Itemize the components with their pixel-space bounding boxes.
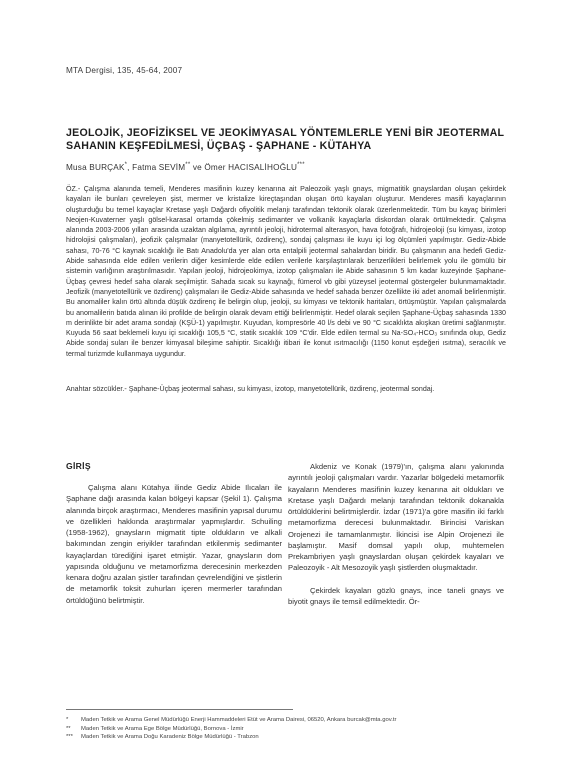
body-column-left [66,461,282,606]
footnote-text: Maden Tetkik ve Arama Ege Bölge Müdürlüğü, Bornova - İzmir [81,725,244,732]
body-paragraph: Akdeniz ve Konak (1979)'ın, çalışma alanı yakınında ayrıntılı jeoloji çalışmaları vardır. Yazarlar bölgedeki metamorfik kayaların Menderes masifinin kuzey kenarına ait oldukları ve Kretase yaşlı Dağardı melanjı tarafından tektonik dokanakla örtüldüklerini belirtmişlerdir. İzdar (1971)'a göre masifin iki farklı metamorfizma derecesi bulunmaktadır. Birincisi Variskan Orojenezi ile tamamlanmıştır. İkincisi ise Alpin Orojenezi ile başlamıştır. Masif domsal yapılı olup, muhtemelen Prekambriyen yaşlı gnayslardan oluşan çekirdek kayaları ve Paleozoyik - Alt Mesozoyik yaşlı şistlerden oluşmaktadır. [288,462,504,573]
body-column-right [288,461,504,607]
footnote-mark: * [66,717,69,723]
author-name: Ömer HACISALİHOĞLU [204,163,298,172]
footnote-divider [66,709,293,710]
author-separator: ve [190,163,205,172]
author-line [66,163,305,172]
footnote-text: Maden Tetkik ve Arama Genel Müdürlüğü Enerji Hammaddeleri Etüt ve Arama Dairesi, 06520, Ankara burcak@mta.gov.tr [81,717,397,723]
footnote [66,716,516,725]
author-name: Fatma SEVİM [132,163,186,172]
footnote-text: Maden Tetkik ve Arama Doğu Karadeniz Bölge Müdürlüğü - Trabzon [81,734,259,741]
footnote [66,725,516,734]
footnote [66,733,516,742]
keywords-text: Anahtar sözcükler.- Şaphane-Üçbaş jeotermal sahası, su kimyası, izotop, manyetotellürik, özdirenç, jeotermal sondaj. [66,385,435,393]
affiliation-mark: * [124,162,128,168]
footnotes [66,716,516,742]
abstract-text: ÖZ.- Çalışma alanında temeli, Menderes masifinin kuzey kenarına ait Paleozoik yaşlı gnays, migmatitik gnayslardan oluşan çekirdek kayaları ile bunları çevreleyen şist, mermer ve kristalize kireçtaşından oluşan örtü kayaları oluşturur. Menderes masifi kayaçlarının oluşturduğu bu temel kayaçlar Kretase yaşlı Dağardı ofiyolitik melanjı tarafından tektonik olarak üzerlenmektedir. Tüm bu kayaç birimleri Neojen-Kuvaterner yaşlı gölsel-karasal ortamda çökelmiş sedimanter ve volkanik kayaçlarla diskordan olarak örtülmektedir. Çalışma alanında 2003-2006 yılları arasında uzaktan algılama, ayrıntılı jeoloji, hidrotermal alterasyon, hava fotoğrafı, hidrojeoloji (su kimyası, izotop hidrolojisi çalışmaları), jeofizik çalışmalar (manyetotellürik, özdirenç), sondaj çalışması ile kuyu içi log ölçümleri yapılmıştır. Gediz-Abide sahası, 70-76 °C kaynak sıcaklığı ile Batı Anadolu'da yer alan orta entalpili jeotermal sahalardan biridir. Bu çalışmanın ana hedefi Gediz-Abide sahasında elde edilen verilerin diğer kesimlerde elde edilen verilerle karşılaştırılarak benzerlikleri belirlemek yolu ile gömülü bir sistemin varlığının araştırılmasıdır. Yapılan jeoloji, hidrojeokimya, izotop çalışmaları ile Abide sahasının 5 km kadar kuzeyinde Şaphane-Üçbaş çevresi hedef saha olarak seçilmiştir. Sahada sıcak su kaynağı, fümerol vb gibi yüzeysel jeotermal göstergeler bulunmamaktadır. Jeofizik (manyetotellürik ve özdirenç) çalışmaları ile Gediz-Abide sahasında ve hedef sahada benzer özellikte iki adet anomali belirlenmiştir. Bu anomaliler kalın örtü altında düşük özdirenç ile belirgin olup, jeoloji, su kimyası ve tektonik haritaları, örtüşmüştür. Yapılan çalışmalarda bu anomalilerin batıda alınan iki profilde de belirgin olarak devam ettiği belirlenmiştir. Hedef olarak seçilen Şaphane-Üçbaş sahasında 1330 m derinlikte bir adet arama sondajı (KŞÜ-1) yapılmıştır. Kuyudan, kompresörle 40 l/s debi ve 90 °C sıcaklıkta akışkan üretimi sağlanmıştır. Kuyuda 56 saat beklemeli kuyu içi sıcaklığı 105,5 °C, statik sıcaklık 109 °C'dir. Elde edilen termal su Na-SO₄-HCO₃ sınıfında olup, Gediz Abide sondaj suları ile benzer kimyasal bileşime sahiptir. Sıcaklığı itibari ile konut ısıtmacılığı (1150 konut eşdeğeri ısıtma), seracılık ve termal turizmde kullanmaya uygundur. [66,185,506,358]
article-title: JEOLOJİK, JEOFİZİKSEL VE JEOKİMYASAL YÖNTEMLERLE YENİ BİR JEOTERMAL SAHANIN KEŞFEDİLMESİ, ÜÇBAŞ - ŞAPHANE - KÜTAHYA [66,127,505,152]
body-paragraph: Çekirdek kayaları gözlü gnays, ince taneli gnays ve biyotit gnays ile temsil edilmektedir. Ör- [288,585,504,606]
journal-citation: MTA Dergisi, 135, 45-64, 2007 [66,66,183,75]
footnote-mark: ** [66,725,71,732]
affiliation-mark: ** [185,162,191,168]
section-heading: GİRİŞ [66,461,91,471]
author-name: Musa BURÇAK [66,163,125,172]
body-paragraph: Çalışma alanı Kütahya ilinde Gediz Abide Ilıcaları ile Şaphane dağı arasında kalan bölgeyi kapsar (Şekil 1). Çalışma alanında birçok araştırmacı, Menderes masifinin yapısal durumu ve özellikleri hakkında araştırmalar yapmışlardır. Schuiling (1958-1962), gnaysların migmatit tipte oldukların ve alkali bakımından zengin eriyikler tarafından etkilenmiş sedimanter kayaçlardan türediğini işaret etmiştir. Yazar, gnaysların dom yapısında olduğunu ve metamorfizma derecesinin merkezden kenara doğru azalan şistler tarafından çevrelendiğini ve şistlerin de metamorfik toksit zuhurları içeren mermerler tarafından örtüldüğünü belirtmiştir. [66,483,282,605]
affiliation-mark: *** [297,162,305,168]
author-separator: , [127,163,133,172]
footnote-mark: *** [66,734,73,741]
